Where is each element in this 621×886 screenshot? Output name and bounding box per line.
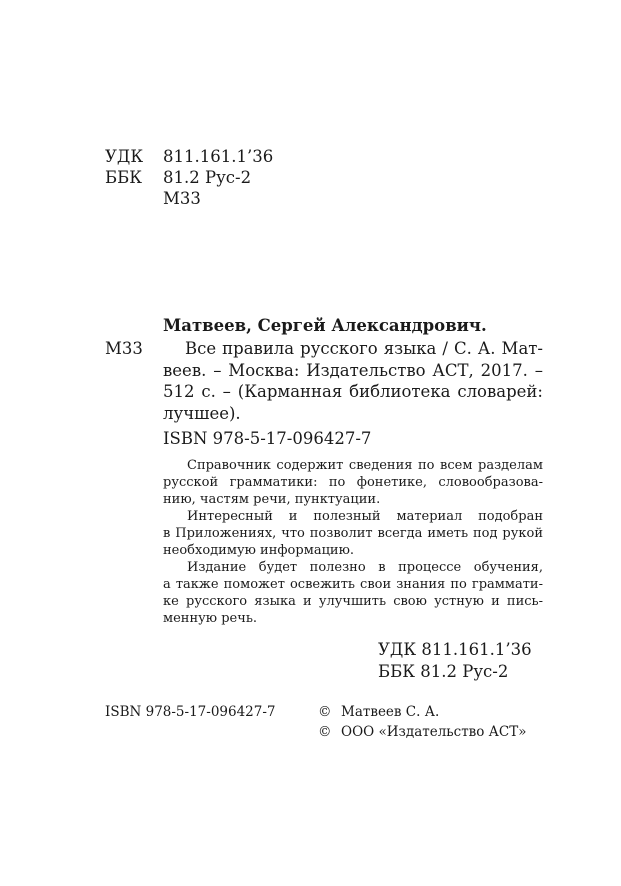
annotation-line: в Приложениях, что позволит всегда иметь под рукой <box>163 526 543 541</box>
annotation-line: русской грамматики: по фонетике, словообразова- <box>163 475 543 490</box>
udk-value: 811.161.1’36 <box>163 147 274 166</box>
annotation <box>163 457 543 627</box>
description-line: веев. – Москва: Издательство АСТ, 2017. – <box>163 360 543 380</box>
author-mark: М33 <box>105 339 143 358</box>
author-mark-top: М33 <box>163 189 201 208</box>
bbk-value: 81.2 Рус-2 <box>163 168 252 187</box>
copyright-holder-author: Матвеев С. А. <box>341 704 440 720</box>
annotation-line: менную речь. <box>163 611 258 626</box>
description-line: Все правила русского языка / С. А. Мат- <box>185 339 543 358</box>
annotation-paragraph <box>163 508 543 559</box>
annotation-paragraph <box>163 457 543 508</box>
annotation-line: Издание будет полезно в процессе обучения, <box>187 560 543 575</box>
annotation-line: необходимую информацию. <box>163 543 355 558</box>
annotation-line: а также поможет освежить свои знания по граммати- <box>163 577 543 592</box>
isbn-card: ISBN 978-5-17-096427-7 <box>163 429 372 448</box>
bbk-bottom: ББК 81.2 Рус-2 <box>378 662 509 681</box>
isbn-bottom: ISBN 978-5-17-096427-7 <box>105 704 276 720</box>
annotation-line: Интересный и полезный материал подобран <box>187 509 543 524</box>
copyright-icon: © <box>318 724 332 740</box>
bbk-label: ББК <box>105 168 143 187</box>
annotation-line: Справочник содержит сведения по всем разделам <box>187 458 543 473</box>
annotation-paragraph <box>163 559 543 627</box>
copyright-holder-publisher: ООО «Издательство АСТ» <box>341 724 527 740</box>
author-heading: Матвеев, Сергей Александрович. <box>163 316 487 335</box>
description-line: 512 с. – (Карманная библиотека словарей: <box>163 382 543 401</box>
annotation-line: ке русского языка и улучшить свою устную и пись- <box>163 594 543 609</box>
udk-bottom: УДК 811.161.1’36 <box>378 640 532 659</box>
bibliographic-description <box>163 338 543 424</box>
description-line: лучшее). <box>163 403 241 423</box>
copyright-icon: © <box>318 704 332 720</box>
udk-label: УДК <box>105 147 144 166</box>
annotation-line: нию, частям речи, пунктуации. <box>163 492 381 507</box>
